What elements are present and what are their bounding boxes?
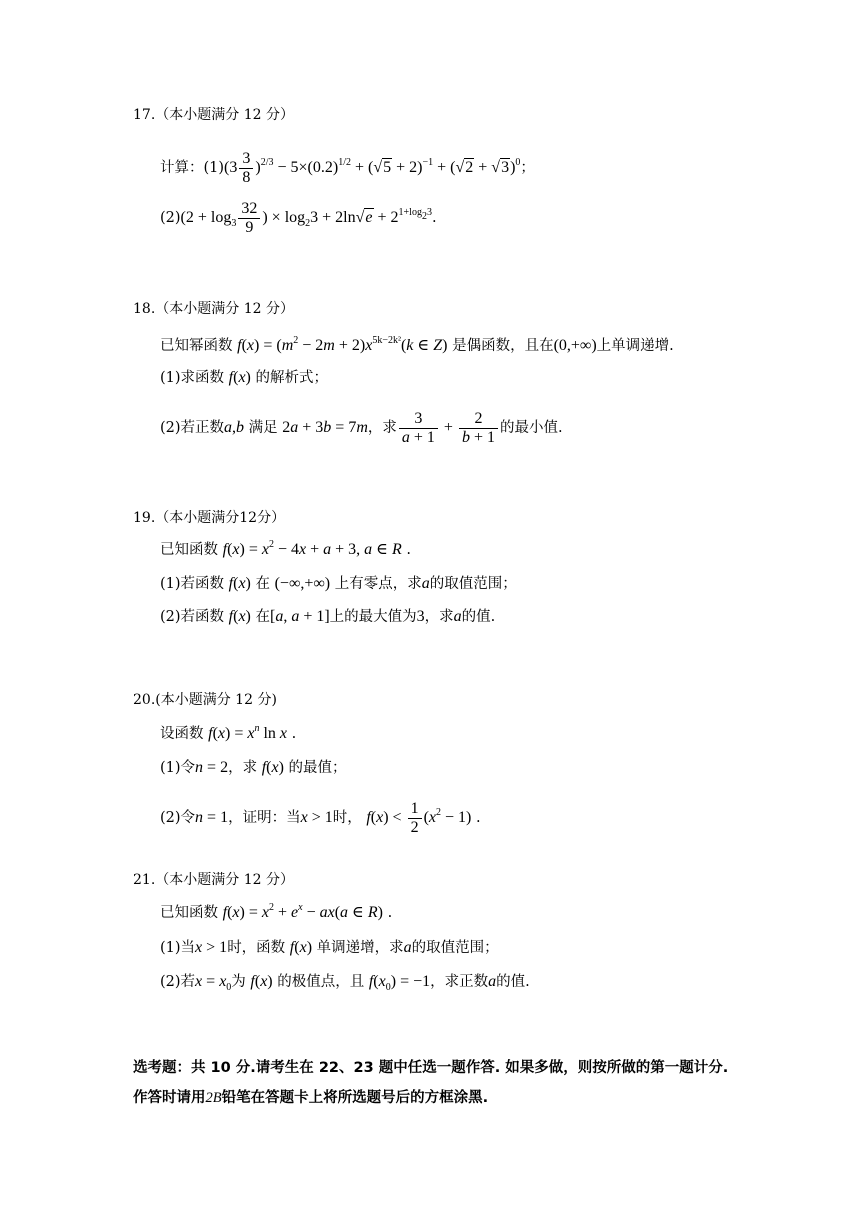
question-21-stem: 已知函数 $f(x) = x^2 + e^x - ax(a$ ∈ R) .	[160, 902, 393, 921]
question-20-part1: (1)令n = 2，求 f(x) 的最值；	[160, 759, 347, 776]
question-17-header: 17.（本小题满分 12 分）	[133, 107, 294, 123]
question-19-header: 19.（本小题满分12分）	[133, 510, 286, 526]
question-21-header: 21.（本小题满分 12 分）	[133, 872, 294, 888]
question-18-stem: 已知幂函数 $f(x) = (m^2 - 2m + 2)x^{5k-2k^2}(k$ ∈ Z) 是偶函数，且在(0,+∞)上单调递增.	[160, 335, 674, 354]
optional-questions-instructions: 选考题：共 10 分.请考生在 22、23 题中任选一题作答. 如果多做，则按所做的第一题计分. 作答时请用2B铅笔在答题卡上将所选题号后的方框涂黑.	[133, 1060, 729, 1106]
question-19-part1: (1)若函数 f(x) 在 (−∞,+∞) 上有零点，求a的取值范围；	[160, 575, 517, 592]
question-20-part2: (2)令n = 1，证明：当x > 1时， f(x) < $\frac{1}{2}$ $(x^2 - 1)$ .	[160, 800, 481, 836]
question-17-part1: 计算：(1)(3 $\frac{3}{8}$ )$^{2/3} - 5\times(0.2)^{1/2} + (√5 + 2)^{-1} + (√2 + √3)^0$；	[160, 150, 535, 186]
question-19-stem: 已知函数 $f(x) = x^2 - 4x + a + 3$, a ∈ R .	[160, 539, 412, 558]
question-18-part2: (2)若正数a,b 满足 2a + 3b = 7m，求 $\frac{3}{a + 1}$ + $\frac{2}{b + 1}$ 的最小值.	[160, 410, 563, 446]
question-18-part1: (1)求函数 f(x) 的解析式；	[160, 369, 328, 386]
question-21-part1: (1)当x > 1时，函数 f(x) 单调递增，求a的取值范围；	[160, 939, 499, 956]
question-21-part2: (2)若$x = x_0$为 f(x) 的极值点，且 $f(x_0) = -1$，求正数a的值.	[160, 973, 530, 993]
question-20-stem: 设函数 $f(x) = x^n$ ln x .	[160, 723, 297, 742]
question-17-part2: $(2)(2 + \log_3$ $\frac{32}{9}$ ) × $\log_23 + 2\ln√e + 2^{1+log_23}$.	[160, 200, 437, 236]
question-20-header: 20.(本小题满分 12 分)	[133, 692, 277, 708]
question-18-header: 18.（本小题满分 12 分）	[133, 301, 294, 317]
question-19-part2: (2)若函数 f(x) 在[a, a + 1]上的最大值为3，求a的值.	[160, 608, 496, 625]
